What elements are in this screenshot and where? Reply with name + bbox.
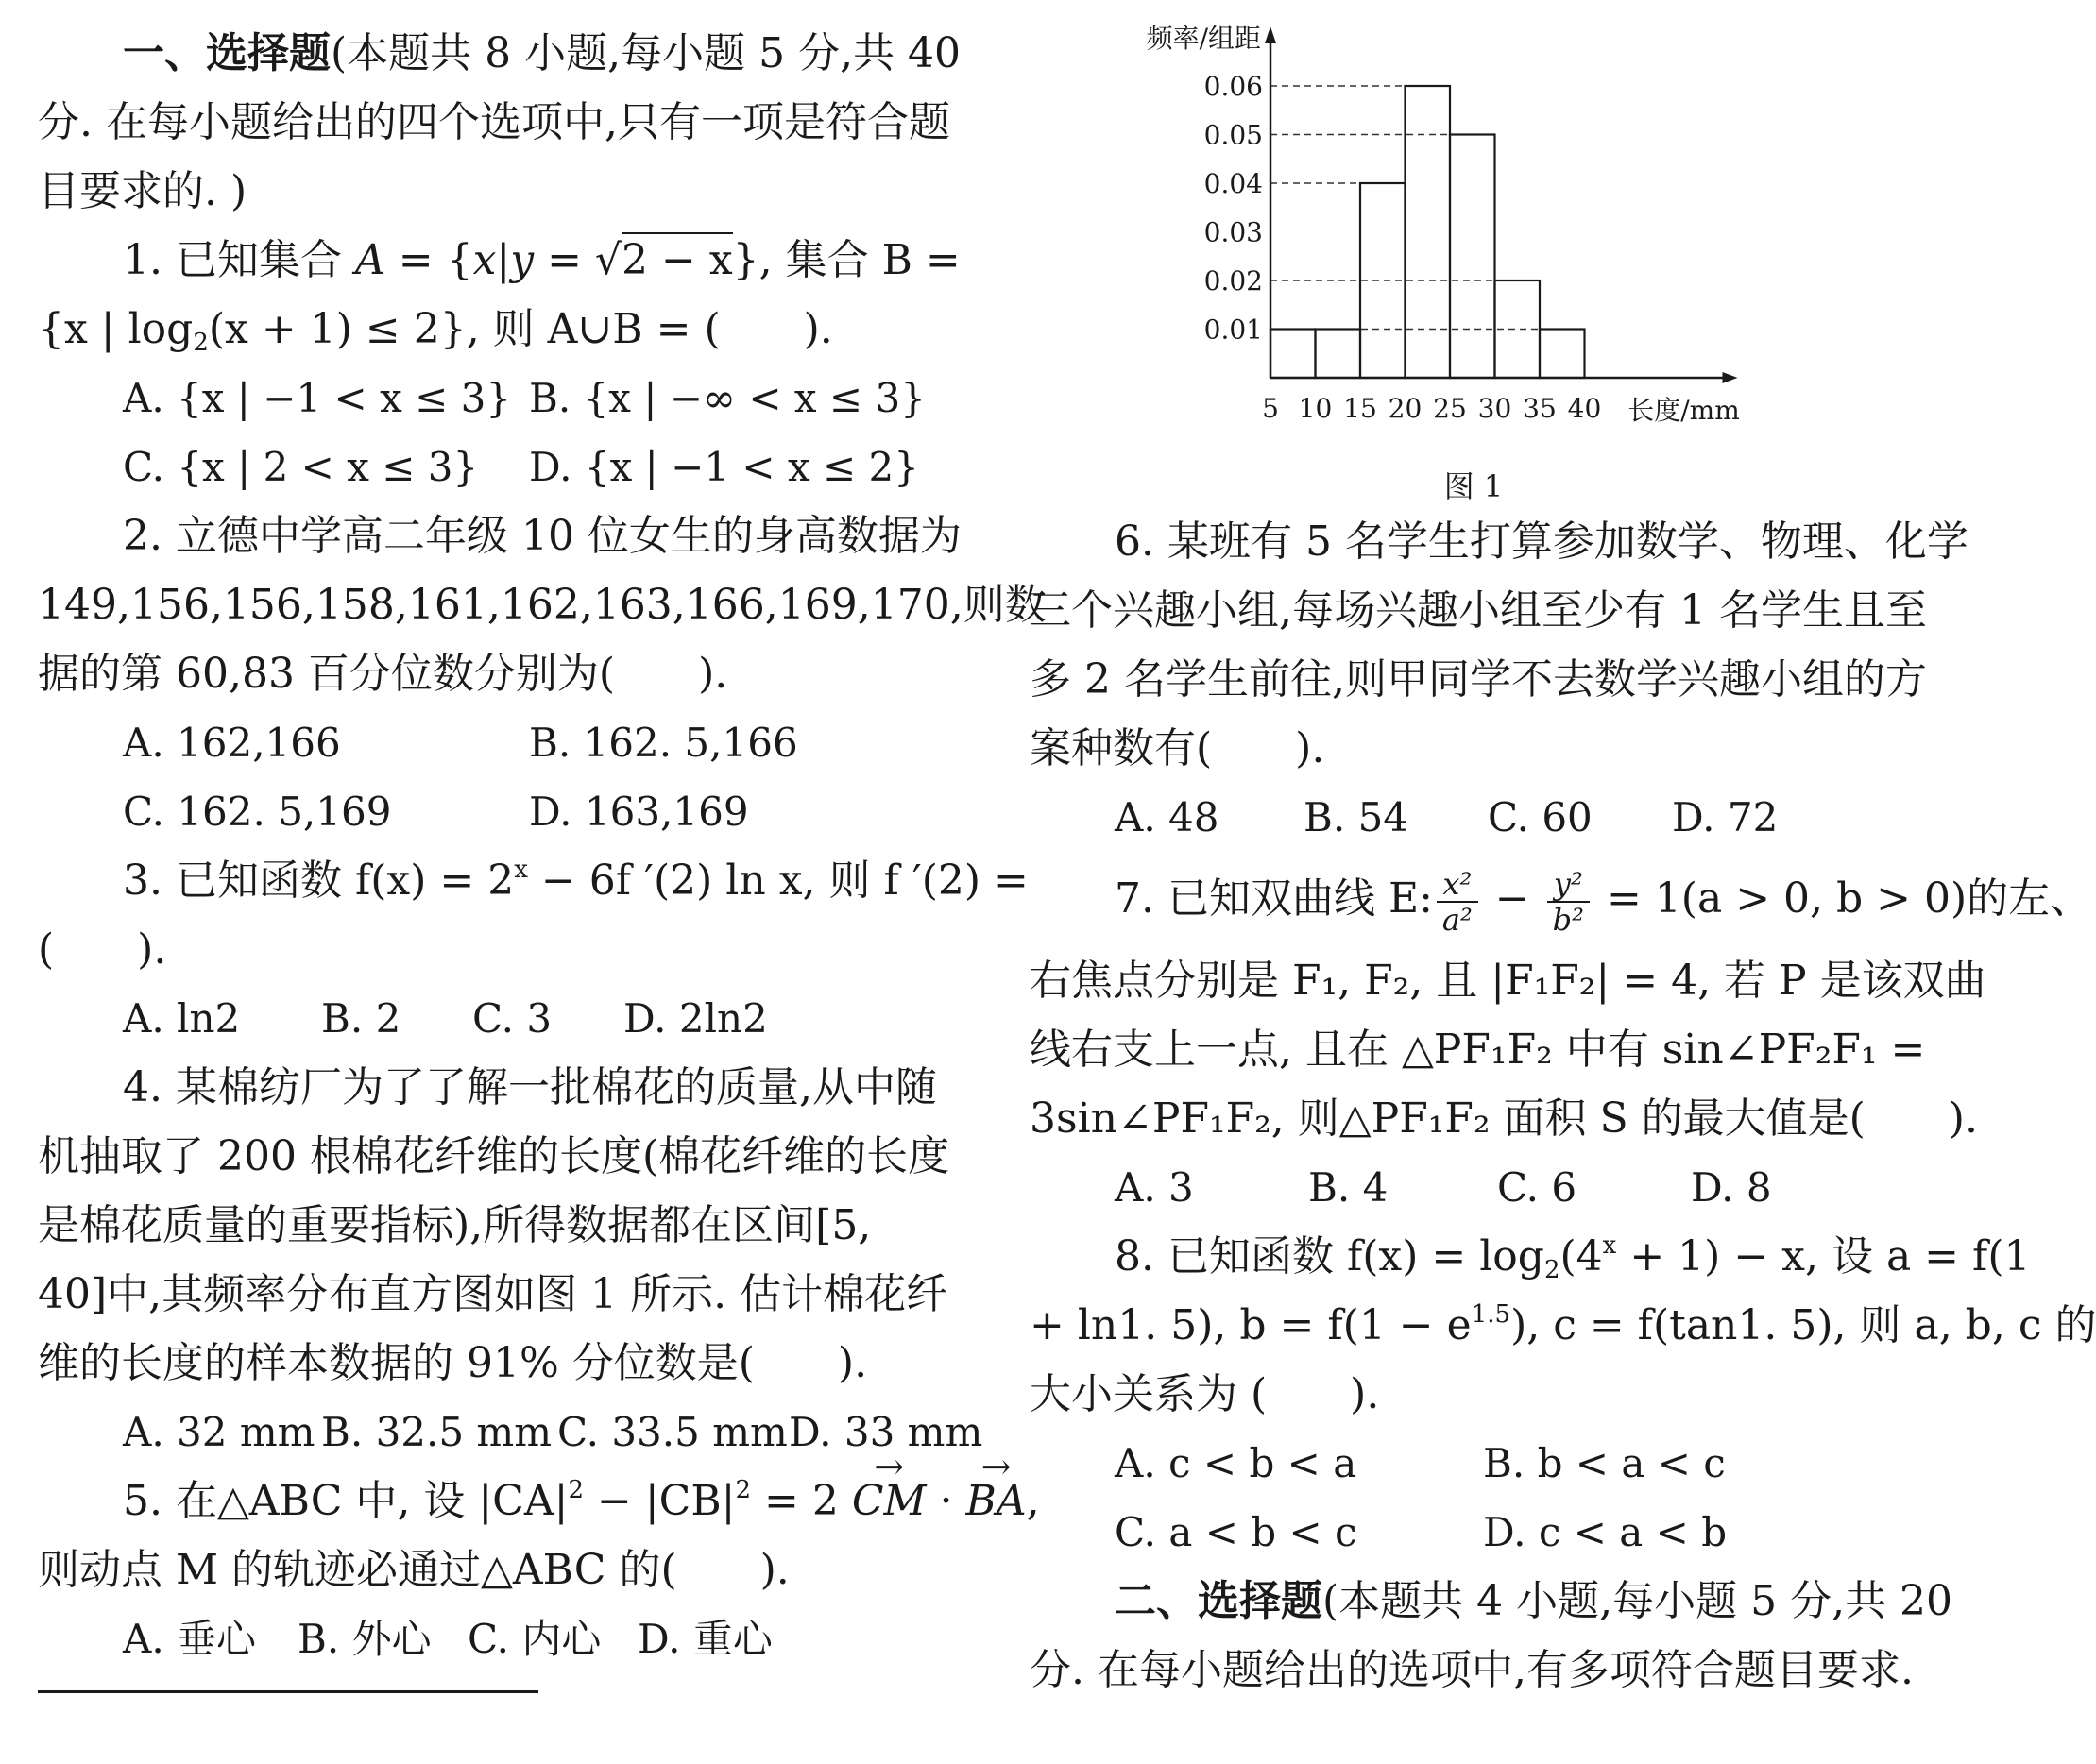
histogram-svg [1115,19,1832,453]
right-column [1030,507,2096,1705]
section1-heading: 一、选择题 [123,29,331,77]
y-tick-label: 0.05 [1203,119,1263,151]
q3-option-b[interactable]: B. 2 [321,995,401,1042]
q1-log-base: 2 [193,329,209,357]
q1-option-c[interactable]: C. {x | 2 < x ≤ 3} [123,444,479,490]
q7-minus: − [1481,874,1543,923]
q6-option-b[interactable]: B. 54 [1304,794,1409,840]
histogram-bar [1540,330,1585,379]
q5-vector-cm: → CM [852,1467,927,1535]
q8-stem-line1 [1030,1222,2031,1291]
q6-stem-line1: 6. 某班有 5 名学生打算参加数学、物理、化学 [1115,517,1968,566]
q1-option-b[interactable]: B. {x | −∞ < x ≤ 3} [529,375,926,421]
q1-sqrt-sign: = √ [534,236,622,284]
q1-text-line2: (x + 1) ≤ 2}, 则 A∪B = ( ). [208,305,833,353]
q8-exponent-e: 1.5 [1471,1300,1511,1329]
q8-options-row2 [1030,1498,1936,1567]
q8-stem-line2 [1030,1291,2096,1360]
q7-fraction-y [1547,867,1590,937]
q4-option-b[interactable]: B. 32.5 mm [321,1409,553,1455]
q8-option-b[interactable]: B. b < a < c [1483,1440,1726,1486]
q2-options-row2 [38,777,945,846]
q2-option-d[interactable]: D. 163,169 [529,789,749,835]
x-tick-label: 25 [1433,393,1467,424]
histogram-bar [1270,330,1316,379]
q1-radicand: 2 − x [622,232,733,284]
x-tick-label: 5 [1262,393,1279,424]
q1-set-a: A [354,236,385,284]
q5-option-c[interactable]: C. 内心 [468,1616,602,1662]
section1-intro-line2: 分. 在每小题给出的四个选项中,只有一项是符合题 [38,98,950,146]
section2-intro-line2: 分. 在每小题给出的选项中,有多项符合题目要求. [1030,1646,1914,1694]
q8-option-d[interactable]: D. c < a < b [1483,1509,1728,1555]
q8-log-base: 2 [1543,1256,1560,1284]
q7-option-d[interactable]: D. 8 [1691,1164,1772,1211]
q5-vector-ba: → BA [966,1467,1027,1535]
section1-intro-line3: 目要求的. ) [38,167,247,215]
histogram-bar [1406,86,1451,378]
q8-options-row1 [1030,1429,1936,1498]
q2-options-row1 [38,708,945,777]
q1-options-row2 [38,433,945,501]
x-axis-arrow [1723,372,1738,383]
x-tick-label: 30 [1477,393,1512,424]
q1-eq: = { [384,236,473,284]
q8-option-c[interactable]: C. a < b < c [1115,1509,1357,1555]
q3-text-end: − 6f ′(2) ln x, 则 f ′(2) = [527,857,1029,905]
q4-option-a[interactable]: A. 32 mm [123,1409,315,1455]
x-tick-label: 20 [1388,393,1423,424]
q7-frac1-num: x² [1437,867,1478,903]
x-tick-label: 35 [1523,393,1557,424]
section2-heading: 二、选择题 [1115,1577,1322,1625]
q7-stem-line3: 线右支上一点, 且在 △PF₁F₂ 中有 sin∠PF₂F₁ = [1030,1026,1926,1074]
q3-exponent: x [514,856,528,884]
q8-stem-line3: 大小关系为 ( ). [1030,1370,1380,1418]
section2-intro-text: (本题共 4 小题,每小题 5 分,共 20 [1322,1577,1953,1625]
q5-text-mid: − |CB| [583,1477,736,1525]
q5-option-a[interactable]: A. 垂心 [123,1616,257,1662]
x-tick-label: 15 [1343,393,1377,424]
q7-stem-line4: 3sin∠PF₁F₂, 则△PF₁F₂ 面积 S 的最大值是( ). [1030,1094,1978,1143]
q1-log: {x | log [38,305,194,353]
q3-option-a[interactable]: A. ln2 [123,995,241,1042]
q8-option-a[interactable]: A. c < b < a [1115,1440,1357,1486]
q7-text-end: = 1(a > 0, b > 0)的左、 [1593,874,2092,923]
q1-stem-line1 [38,226,961,295]
q4-option-d[interactable]: D. 33 mm [789,1409,983,1455]
q7-option-c[interactable]: C. 6 [1497,1164,1577,1211]
q5-stem-line2: 则动点 M 的轨迹必通过△ABC 的( ). [38,1546,790,1594]
q5-square2: 2 [735,1476,752,1504]
y-tick-label: 0.02 [1203,265,1263,297]
q7-text: 7. 已知双曲线 E: [1115,874,1433,923]
q1-text-end: }, 集合 B = [732,236,961,284]
y-tick-label: 0.01 [1203,314,1263,346]
q8-text-line2: + ln1. 5), b = f(1 − e [1030,1301,1472,1349]
q8-text-line2-end: ), c = f(tan1. 5), 则 a, b, c 的 [1510,1301,2096,1349]
q6-stem-line4: 案种数有( ). [1030,724,1325,772]
q6-option-d[interactable]: D. 72 [1672,794,1779,840]
histogram-figure [1115,19,1832,504]
section1-intro [38,19,962,88]
q2-option-a[interactable]: A. 162,166 [123,720,341,766]
q2-option-b[interactable]: B. 162. 5,166 [529,720,798,766]
q5-square1: 2 [568,1476,584,1504]
q3-text: 3. 已知函数 f(x) = 2 [123,857,515,905]
q5-text-mid2: = 2 [751,1477,852,1525]
q5-option-d[interactable]: D. 重心 [638,1616,773,1662]
y-axis-arrow [1265,26,1276,43]
q8-text: 8. 已知函数 f(x) = log [1115,1232,1544,1281]
q2-stem-line3: 据的第 60,83 百分位数分别为( ). [38,650,728,698]
q1-stem-line2 [38,295,945,364]
x-axis-label: 长度/mm [1627,395,1740,426]
q8-text-c: + 1) − x, 设 a = f(1 [1616,1232,2031,1281]
y-tick-label: 0.03 [1203,216,1263,248]
histogram-bar [1450,135,1495,379]
q5-option-b[interactable]: B. 外心 [298,1616,432,1662]
q1-bar: | [496,236,511,284]
q2-stem-line2: 149,156,156,158,161,162,163,166,169,170,则数 [38,581,1047,629]
q4-stem-line5: 维的长度的样本数据的 91% 分位数是( ). [38,1339,868,1387]
q5-dot: · [926,1477,966,1525]
y-tick-label: 0.06 [1203,71,1263,102]
section2-intro [1030,1567,1953,1636]
q1-text: 1. 已知集合 [123,236,355,284]
q4-stem-line4: 40]中,其频率分布直方图如图 1 所示. 估计棉花纤 [38,1270,948,1318]
footnote-rule [38,1690,538,1693]
q7-fraction-x [1437,867,1478,937]
q5-comma: , [1026,1477,1040,1525]
q6-stem-line3: 多 2 名学生前往,则甲同学不去数学兴趣小组的方 [1030,655,1927,704]
q4-stem-line3: 是棉花质量的重要指标),所得数据都在区间[5, [38,1201,872,1249]
q7-stem-line2: 右焦点分别是 F₁, F₂, 且 |F₁F₂| = 4, 若 P 是该双曲 [1030,957,1986,1005]
section1-intro-text: (本题共 8 小题,每小题 5 分,共 40 [331,29,962,77]
q3-option-d[interactable]: D. 2ln2 [623,995,768,1042]
y-axis-label: 频率/组距 [1146,23,1261,54]
histogram-bar [1316,330,1361,379]
y-tick-label: 0.04 [1203,168,1263,199]
q7-frac2-den: b² [1552,901,1584,938]
figure-caption: 图 1 [1443,468,1504,504]
q1-y: y [510,236,535,284]
x-tick-label: 40 [1567,393,1602,424]
q3-options-row [38,984,945,1053]
q2-stem-line1: 2. 立德中学高二年级 10 位女生的身高数据为 [123,512,962,560]
q4-option-c[interactable]: C. 33.5 mm [557,1409,788,1455]
q7-option-a[interactable]: A. 3 [1115,1164,1194,1211]
q7-frac1-den: a² [1441,901,1473,938]
q7-option-b[interactable]: B. 4 [1308,1164,1389,1211]
q4-stem-line2: 机抽取了 200 根棉花纤维的长度(棉花纤维的长度 [38,1132,950,1180]
q7-frac2-num: y² [1547,867,1590,903]
q1-option-a[interactable]: A. {x | −1 < x ≤ 3} [123,375,512,421]
q1-options-row1 [38,364,945,433]
q5-stem-line1 [38,1467,1040,1535]
q5-text: 5. 在△ABC 中, 设 |CA| [123,1477,569,1525]
q3-stem-line1 [38,846,1029,915]
q3-option-c[interactable]: C. 3 [472,995,553,1042]
q6-options-row [1030,783,1936,852]
x-tick-label: 10 [1298,393,1333,424]
q2-option-c[interactable]: C. 162. 5,169 [123,789,392,835]
q7-options-row [1030,1153,1936,1222]
q5-options-row [38,1604,945,1673]
q8-text-b: (4 [1559,1232,1603,1281]
q7-stem-line1 [1030,852,2092,946]
q1-option-d[interactable]: D. {x | −1 < x ≤ 2} [529,444,919,490]
q1-x: x [472,236,497,284]
q3-stem-line2: ( ). [38,925,167,974]
q4-options-row [38,1398,983,1467]
q6-option-a[interactable]: A. 48 [1115,794,1219,840]
q6-option-c[interactable]: C. 60 [1488,794,1593,840]
q4-stem-line1: 4. 某棉纺厂为了了解一批棉花的质量,从中随 [123,1063,937,1111]
left-column [38,19,1047,1673]
q8-exponent-x: x [1602,1231,1617,1260]
q6-stem-line2: 三个兴趣小组,每场兴趣小组至少有 1 名学生且至 [1030,586,1927,635]
